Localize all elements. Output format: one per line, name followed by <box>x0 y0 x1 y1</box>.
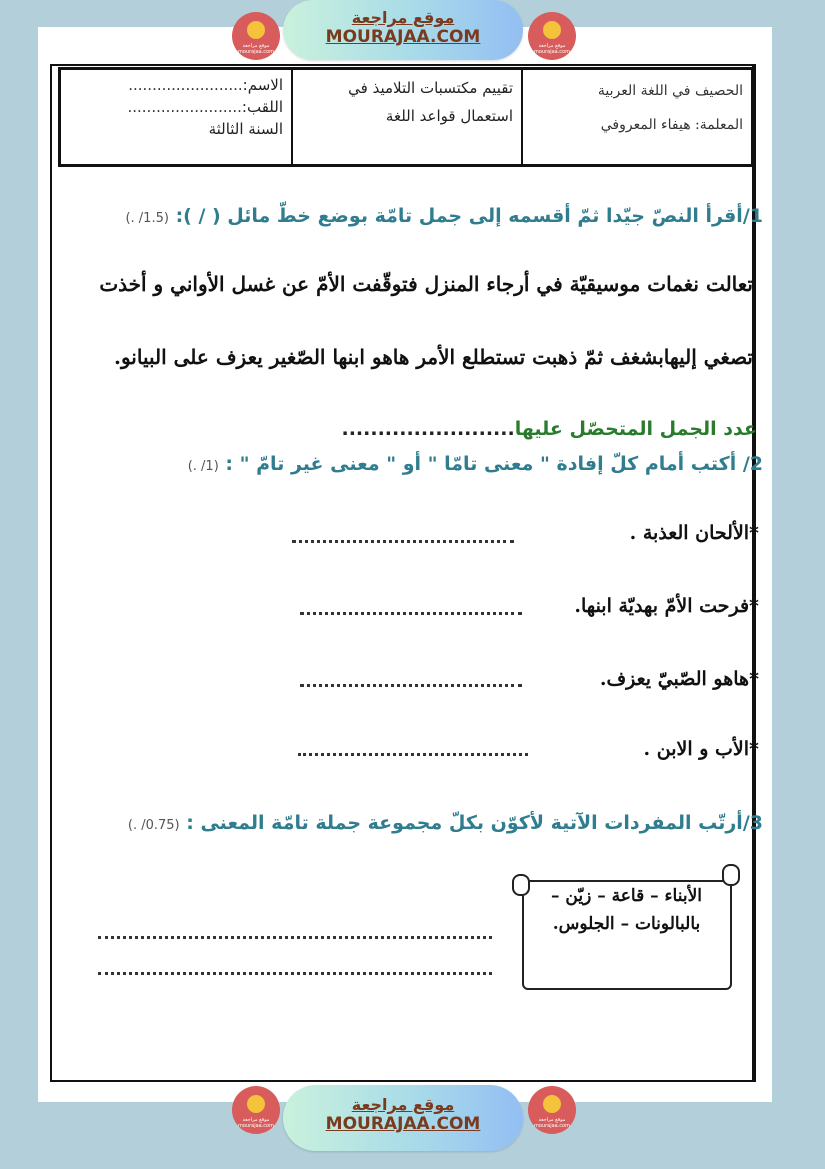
q3-title <box>128 812 763 834</box>
q3-answer-1[interactable] <box>98 936 492 939</box>
logo-right-bottom <box>528 1086 576 1134</box>
q2-title <box>188 453 763 475</box>
school-cell <box>521 70 751 164</box>
teacher-line: المعلمة: هيفاء المعروفي <box>600 117 743 133</box>
q1-text-line-2: تصغي إليهابشغف ثمّ ذهبت تستطلع الأمر هاهو ابنها الصّغير يعزف على البيانو. <box>114 345 753 369</box>
logo-caption: موقع مراجعة mourajaa.com <box>533 1117 570 1129</box>
title-line-2: استعمال قواعد اللغة <box>385 107 513 125</box>
title-cell <box>291 70 521 164</box>
surname-label: اللقب: <box>241 98 283 116</box>
q2-item-3: *هاهو الصّبيّ يعزف. <box>599 668 759 690</box>
q2-item-1: *الألحان العذبة . <box>629 522 759 544</box>
q2-answer-4[interactable] <box>298 753 528 756</box>
q2-instruction: 2/ أكتب أمام كلّ إفادة " معنى تامّا " أو " معنى غير تامّ " : <box>225 453 763 475</box>
q1-title <box>125 205 763 227</box>
site-name-latin: MOURAJAA.COM <box>325 27 481 47</box>
logo-right-top <box>528 12 576 60</box>
site-name-latin: MOURAJAA.COM <box>325 1114 481 1134</box>
q2-score: (1/ .) <box>187 459 219 474</box>
site-name-arabic: موقع مراجعة <box>351 1095 455 1114</box>
q1-text-line-1: تعالت نغمات موسيقيّة في أرجاء المنزل فتوقّفت الأمّ عن غسل الأواني و أخذت <box>99 272 753 296</box>
q2-answer-3[interactable] <box>300 684 522 687</box>
word-scroll <box>510 872 740 997</box>
q2-item-2: *فرحت الأمّ بهديّة ابنها. <box>574 595 759 617</box>
book-icon <box>543 21 561 39</box>
header-table <box>58 67 754 167</box>
q3-score: (0.75/ .) <box>127 818 180 833</box>
book-icon <box>247 1095 265 1113</box>
name-field[interactable]: ........................ <box>128 76 243 94</box>
student-info-cell <box>61 70 291 164</box>
q1-instruction: 1/أقرأ النصّ جيّدا ثمّ أقسمه إلى جمل تامّة بوضع خطّ مائل ( / ): <box>175 205 763 227</box>
surname-field[interactable]: ........................ <box>127 98 242 116</box>
book-icon <box>543 1095 561 1113</box>
q1-score: (1.5/ .) <box>125 211 169 226</box>
title-line-1: تقييم مكتسبات التلاميذ في <box>348 79 513 97</box>
logo-left-top <box>232 12 280 60</box>
site-badge-bottom[interactable] <box>283 1085 523 1151</box>
q3-instruction: 3/أرتّب المفردات الآتية لأكوّن بكلّ مجموعة جملة تامّة المعنى : <box>186 812 763 834</box>
scroll-words: الأبناء – قاعة – زيّن – بالبالونات – الجلوس. <box>551 886 702 934</box>
logo-caption: موقع مراجعة mourajaa.com <box>237 1117 274 1129</box>
logo-left-bottom <box>232 1086 280 1134</box>
school-line-1: الحصيف في اللغة العربية <box>597 83 743 99</box>
site-name-arabic: موقع مراجعة <box>351 8 455 27</box>
grade-label: السنة الثالثة <box>208 120 283 138</box>
q2-answer-2[interactable] <box>300 612 522 615</box>
q1-count-row <box>341 418 757 440</box>
name-label: الاسم: <box>242 76 283 94</box>
q2-answer-1[interactable] <box>292 540 514 543</box>
site-badge-top[interactable] <box>283 0 523 60</box>
q1-count-label: عدد الجمل المتحصّل عليها <box>514 418 757 440</box>
q2-item-4: *الأب و الابن . <box>643 738 759 760</box>
logo-caption: موقع مراجعة mourajaa.com <box>533 43 570 55</box>
logo-caption: موقع مراجعة mourajaa.com <box>237 43 274 55</box>
q3-answer-2[interactable] <box>98 972 492 975</box>
book-icon <box>247 21 265 39</box>
q1-count-field[interactable]: ........................ <box>341 418 515 440</box>
